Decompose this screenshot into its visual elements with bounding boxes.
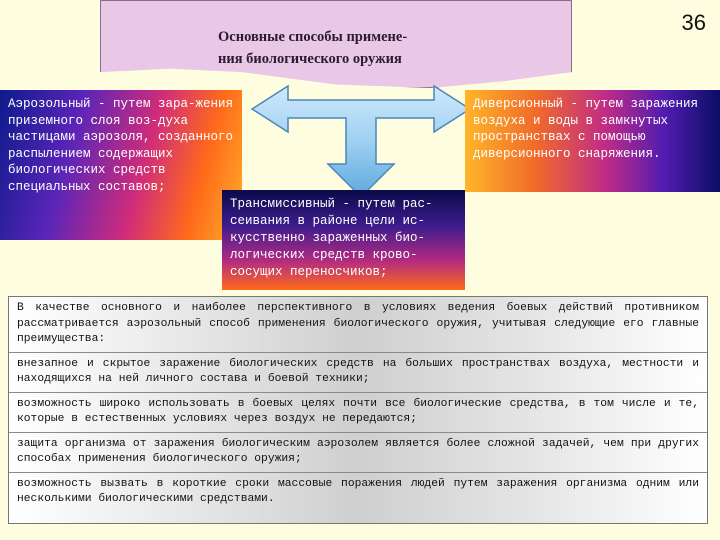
advantage-item: внезапное и скрытое заражение биологических средств на больших пространствах воздуха, местности и находящихся на ней личного состава и боевой техники;: [9, 353, 707, 393]
three-way-arrow-icon: [250, 84, 472, 199]
transmissive-method-box: Трансмиссивный - путем рас-сеивания в районе цели ис-кусственно зараженных био-логических средств крово-сосущих переносчиков;: [222, 190, 465, 290]
title-line-2: ния биологического оружия: [218, 51, 402, 67]
advantage-item: защита организма от заражения биологическим аэрозолем является более сложной задачей, чем при других способах применения биологического оружия;: [9, 433, 707, 473]
diversion-method-box: Диверсионный - путем заражения воздуха и воды в замкнутых пространствах с помощью диверсионного снаряжения.: [465, 90, 720, 192]
intro-paragraph: В качестве основного и наиболее перспективного в условиях ведения боевых действий противником рассматривается аэрозольный способ применения биологического оружия, учитывая следующие его главные преимущества:: [9, 297, 707, 353]
advantage-item: возможность вызвать в короткие сроки массовые поражения людей путем заражения организма одним или несколькими биологическими средствами.: [17, 477, 699, 505]
slide-number: 36: [681, 10, 706, 35]
title-line-1: Основные способы примене-: [218, 29, 408, 45]
advantage-item: возможность широко использовать в боевых целях почти все биологические средства, в том числе и те, которые в естественных условиях через воздух не передаются;: [9, 393, 707, 433]
aerosol-method-box: Аэрозольный - путем зара-жения приземного слоя воз-духа частицами аэрозоля, созданного распылением содержащих биологических средств специальных составов;: [0, 90, 242, 240]
advantages-panel: [8, 296, 708, 524]
page-title: [218, 26, 508, 70]
